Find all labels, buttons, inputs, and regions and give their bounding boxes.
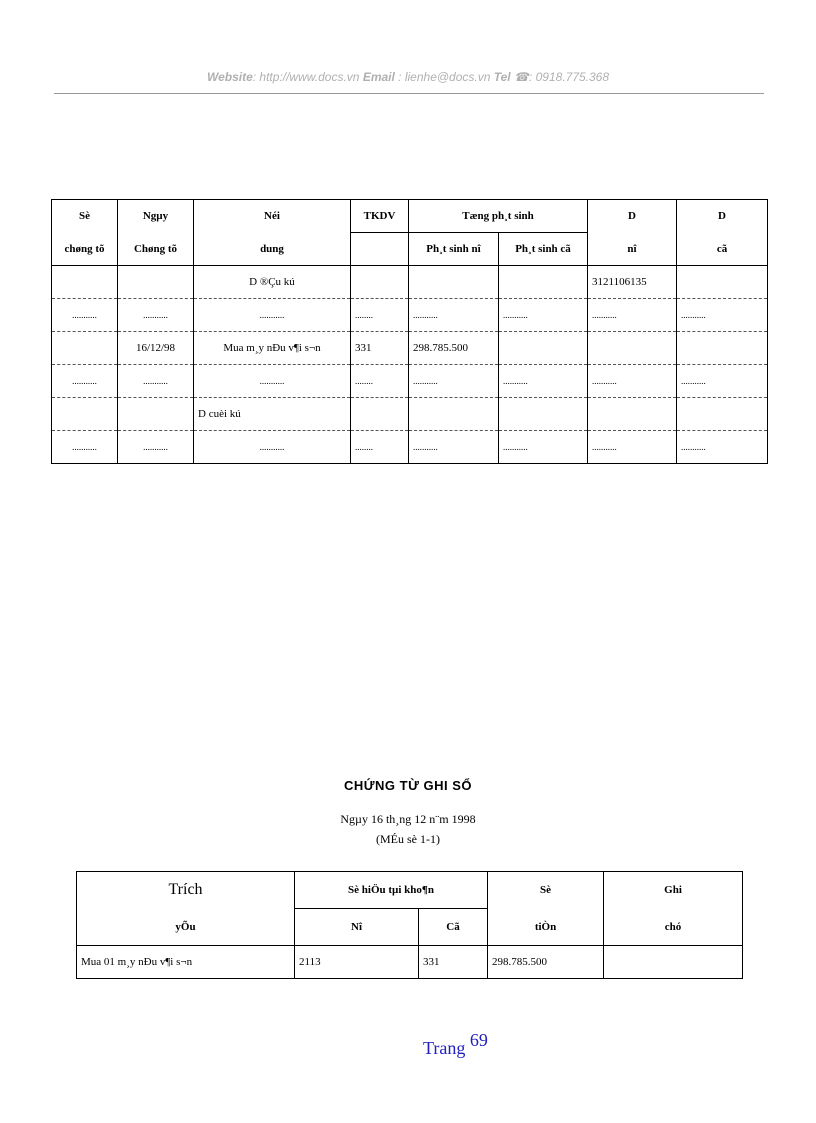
table-cell [499,398,588,431]
header-du-no: D [588,200,677,233]
ledger-header-row-1 [52,200,768,233]
table-cell: ........... [194,299,351,332]
table-cell [52,398,118,431]
header-tong-phat-sinh: Tæng ph¸t sinh [409,200,588,233]
table-cell [118,398,194,431]
website-value[interactable]: : http://www.docs.vn [252,70,360,84]
page-label: Trang [423,1038,466,1058]
header-so-ct: Sè [52,200,118,233]
table-cell: ........... [588,365,677,398]
header-du-co: D [677,200,768,233]
table-cell: ........... [499,365,588,398]
table-cell: ........ [351,431,409,464]
table-cell [52,266,118,299]
table-cell [588,398,677,431]
header-phat-sinh-co: Ph¸t sinh cã [499,233,588,266]
email-label: Email [362,70,395,84]
header-so-ct-2: chøng tõ [52,233,118,266]
page-number [423,1030,488,1059]
header-noi-dung-2: dung [194,233,351,266]
header-du-no-2: nî [588,233,677,266]
table-cell: ........... [52,365,118,398]
table-cell: ........... [499,299,588,332]
table-cell: ........... [409,431,499,464]
table-cell: D cuèi kú [194,398,351,431]
header-noi-dung: Néi [194,200,351,233]
table-cell [118,266,194,299]
header-tkdv: TKDV [351,200,409,233]
table-row [52,299,768,332]
table-cell: 298.785.500 [488,946,604,979]
table-cell: ........... [677,299,768,332]
header-so-tien-2: tiÒn [488,909,604,946]
ledger-header-row-2 [52,233,768,266]
website-label: Website [206,70,253,84]
phone-icon: ☎ [514,70,529,84]
table-cell: ........... [677,365,768,398]
table-cell [677,266,768,299]
table-cell [499,332,588,365]
voucher-title: CHỨNG TỪ GHI SỔ [343,778,473,793]
table-cell: ........... [677,431,768,464]
header-ngay-2: Chøng tõ [118,233,194,266]
table-cell [677,332,768,365]
header-trich: Trích [77,872,295,909]
table-cell [409,398,499,431]
table-row [52,365,768,398]
header-ngay: Ngµy [118,200,194,233]
table-cell: ........... [194,365,351,398]
header-du-co-2: cã [677,233,768,266]
table-cell [588,332,677,365]
table-row [52,431,768,464]
header-co: Cã [419,909,488,946]
header-so-tien: Sè [488,872,604,909]
table-row [52,332,768,365]
header-ghi-chu: Ghi [604,872,743,909]
voucher-table [76,871,743,979]
table-cell: 16/12/98 [118,332,194,365]
table-row [52,398,768,431]
header-divider [54,93,764,94]
table-cell: 298.785.500 [409,332,499,365]
voucher-body [77,946,743,979]
table-cell: ........... [118,431,194,464]
table-cell: ........... [194,431,351,464]
voucher-header-row-1 [77,872,743,909]
table-cell: ........... [409,299,499,332]
table-cell: 3121106135 [588,266,677,299]
table-cell: Mua m¸y nÐu v¶i s¬n [194,332,351,365]
table-cell [52,332,118,365]
table-cell: ........ [351,299,409,332]
table-cell: ........... [118,365,194,398]
header-so-hieu: Sè hiÖu tµi kho¶n [295,872,488,909]
table-cell [409,266,499,299]
table-cell: Mua 01 m¸y nÐu v¶i s¬n [77,946,295,979]
table-cell: D ®Çu kú [194,266,351,299]
header-no: Nî [295,909,419,946]
table-cell: 331 [351,332,409,365]
table-cell: ........ [351,365,409,398]
table-cell [351,398,409,431]
header-tkdv-empty [351,233,409,266]
ledger-table [51,199,768,464]
table-cell [351,266,409,299]
voucher-header-row-2 [77,909,743,946]
page-header [0,70,816,84]
page-number-value: 69 [469,1030,488,1050]
table-row [77,946,743,979]
table-cell: ........... [118,299,194,332]
ledger-body [52,266,768,464]
table-cell: ........... [499,431,588,464]
header-ghi-chu-2: chó [604,909,743,946]
email-value[interactable]: : lienhe@docs.vn [398,70,491,84]
tel-value: : 0918.775.368 [528,70,610,84]
voucher-date: Ngµy 16 th¸ng 12 n¨m 1998 [340,812,476,826]
tel-label: Tel [493,70,511,84]
table-cell [677,398,768,431]
header-phat-sinh-no: Ph¸t sinh nî [409,233,499,266]
table-cell: ........... [52,431,118,464]
table-cell: ........... [588,431,677,464]
header-trich-2: yÕu [77,909,295,946]
table-cell: ........... [588,299,677,332]
table-cell [499,266,588,299]
table-cell [604,946,743,979]
table-row [52,266,768,299]
table-cell: ........... [409,365,499,398]
voucher-form: (MÉu sè 1-1) [376,832,440,846]
table-cell: 331 [419,946,488,979]
table-cell: 2113 [295,946,419,979]
table-cell: ........... [52,299,118,332]
